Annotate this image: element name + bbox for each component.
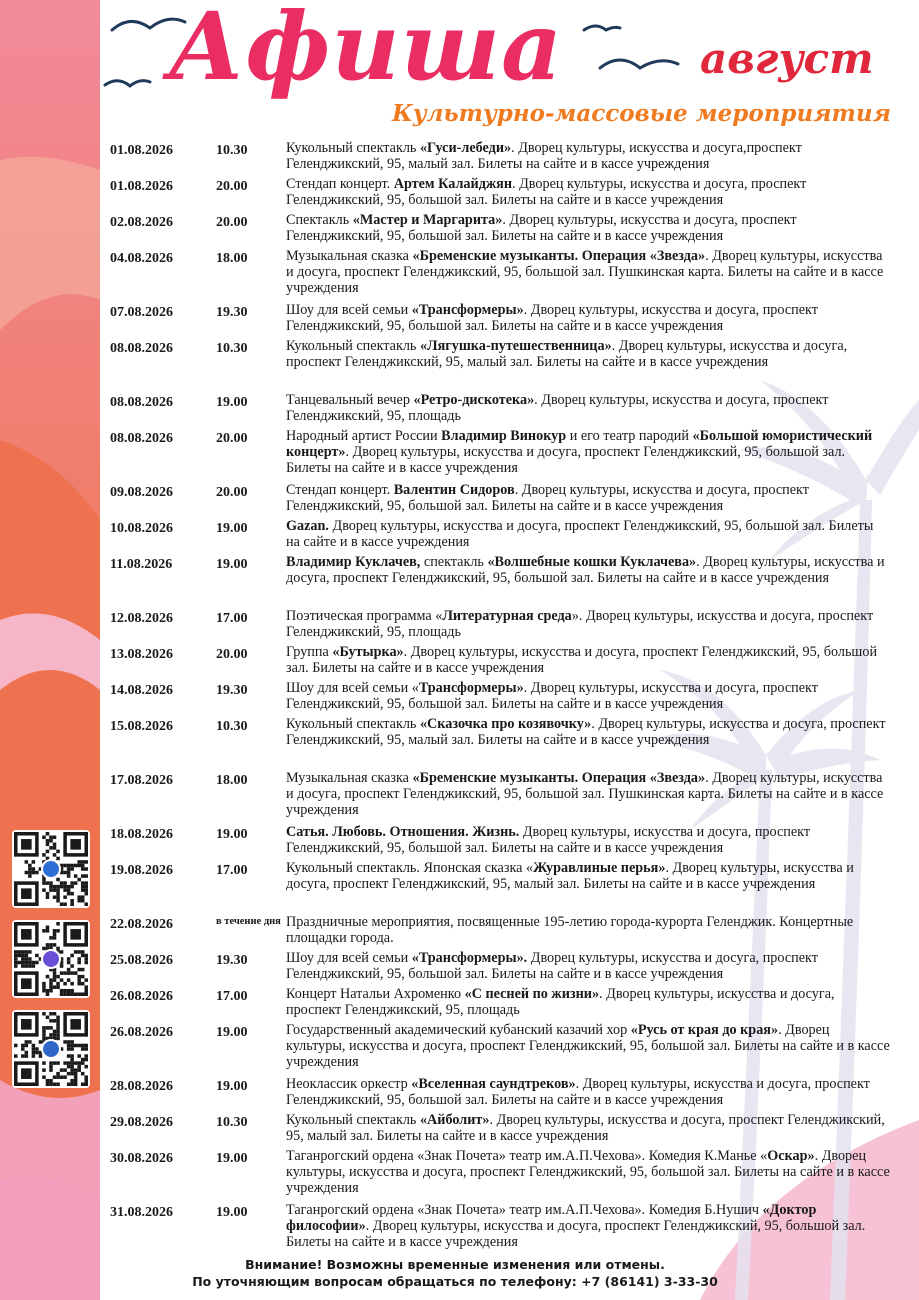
event-title: «Большой юмористический концерт» bbox=[286, 428, 873, 460]
event-text: . Дворец культуры, искусства и досуга, проспект Геленджикский, 95, малый зал. Билеты на сайте и в кассе учреждения bbox=[286, 1112, 885, 1144]
event-date: 19.08.2026 bbox=[110, 863, 173, 878]
event-text: Таганрогский ордена «Знак Почета» театр им.А.П.Чехова». Комедия К.Манье « bbox=[286, 1148, 768, 1164]
event-text: Спектакль bbox=[286, 212, 353, 228]
event-row bbox=[110, 915, 890, 951]
event-row bbox=[110, 771, 890, 825]
event-text: . Дворец культуры, искусства и досуга, проспект Геленджикский, 95, большой зал. Билеты на сайте и в кассе учреждения bbox=[286, 1076, 870, 1108]
event-text: спектакль bbox=[420, 554, 488, 570]
event-date: 13.08.2026 bbox=[110, 647, 173, 662]
poster-subtitle: Культурно-массовые мероприятия bbox=[392, 100, 891, 127]
event-time: 17.00 bbox=[216, 611, 248, 626]
event-date: 08.08.2026 bbox=[110, 341, 173, 356]
event-title: Журавлиные перья» bbox=[533, 860, 666, 876]
event-title: Артем Калайджян bbox=[393, 176, 513, 192]
event-time: 10.30 bbox=[216, 719, 248, 734]
event-text: Стендап концерт. bbox=[286, 176, 394, 192]
event-description bbox=[286, 645, 890, 677]
event-text: Дворец культуры, искусства и досуга, проспект Геленджикский, 95, большой зал. Билеты на сайте и в кассе учреждения bbox=[286, 950, 818, 982]
event-title: «Бутырка» bbox=[332, 644, 404, 660]
event-text: Поэтическая программа « bbox=[286, 608, 443, 624]
event-title: Трансформеры» bbox=[418, 680, 524, 696]
event-row bbox=[110, 483, 890, 519]
event-text: . Дворец культуры, искусства и досуга, проспект Геленджикский, 95, малый зал. Билеты на сайте и в кассе учреждения bbox=[286, 716, 886, 748]
event-title: «Доктор философии» bbox=[286, 1202, 817, 1234]
event-description bbox=[286, 519, 890, 551]
event-text: Народный артист России bbox=[286, 428, 442, 444]
event-text: . Дворец культуры, искусства и досуга, проспект Геленджикский, 95, большой зал. Билеты на сайте и в кассе учреждения bbox=[286, 554, 885, 586]
poster-title: Афиша bbox=[168, 0, 564, 102]
event-row bbox=[110, 1203, 890, 1259]
event-date: 11.08.2026 bbox=[110, 557, 173, 572]
event-time: 17.00 bbox=[216, 863, 248, 878]
event-text: Кукольный спектакль bbox=[286, 1112, 420, 1128]
event-description bbox=[286, 1113, 890, 1145]
event-description bbox=[286, 987, 890, 1019]
event-time: 17.00 bbox=[216, 989, 248, 1004]
event-row bbox=[110, 177, 890, 213]
event-date: 22.08.2026 bbox=[110, 917, 173, 932]
event-time: 10.30 bbox=[216, 143, 248, 158]
event-title: Gazan. bbox=[286, 518, 329, 534]
event-text: Дворец культуры, искусства и досуга, проспект Геленджикский, 95, большой зал. Билеты на сайте и в кассе учреждения bbox=[286, 824, 811, 856]
event-time: 18.00 bbox=[216, 773, 248, 788]
event-text: Музыкальная сказка bbox=[286, 770, 413, 786]
event-row bbox=[110, 141, 890, 177]
event-text: . Дворец культуры, искусства и досуга, проспект Геленджикский, 95, площадь bbox=[286, 986, 835, 1018]
event-time: 20.00 bbox=[216, 485, 248, 500]
event-title: Владимир Винокур bbox=[441, 428, 567, 444]
event-row bbox=[110, 555, 890, 609]
event-time: 20.00 bbox=[216, 647, 248, 662]
event-text: . Дворец культуры, искусства и досуга, проспект Геленджикский, 95, большой зал. Пушкинская карта. Билеты на сайте и в кассе учреждения bbox=[286, 248, 884, 296]
event-time: 20.00 bbox=[216, 179, 248, 194]
event-time: 19.00 bbox=[216, 1025, 248, 1040]
event-description bbox=[286, 1023, 890, 1071]
event-text: Кукольный спектакль bbox=[286, 140, 420, 156]
event-text: Таганрогский ордена «Знак Почета» театр им.А.П.Чехова». Комедия Б.Нушич bbox=[286, 1202, 763, 1218]
event-title: «Волшебные кошки Куклачева» bbox=[487, 554, 697, 570]
event-description bbox=[286, 303, 890, 335]
event-text: . Дворец культуры, искусства и досуга, проспект Геленджикский, 95, большой зал. Билеты на сайте и в кассе учреждения bbox=[286, 1217, 866, 1250]
event-row bbox=[110, 519, 890, 555]
event-text: . Дворец культуры, искусства и досуга,проспект Геленджикский, 95, малый зал. Билеты на сайте и в кассе учреждения bbox=[286, 140, 802, 172]
event-row bbox=[110, 303, 890, 339]
qr-code-max[interactable] bbox=[12, 920, 90, 998]
event-title: «Вселенная саундтреков» bbox=[411, 1076, 576, 1092]
event-description bbox=[286, 393, 890, 425]
event-text: Государственный академический кубанский казачий хор bbox=[286, 1022, 631, 1038]
event-time: 19.00 bbox=[216, 1151, 248, 1166]
event-date: 28.08.2026 bbox=[110, 1079, 173, 1094]
event-date: 14.08.2026 bbox=[110, 683, 173, 698]
event-text: Концерт Натальи Ахроменко bbox=[286, 986, 465, 1002]
event-title: Сатья. Любовь. Отношения. Жизнь. bbox=[286, 824, 520, 840]
event-description bbox=[286, 681, 890, 713]
event-title: «Ретро-дискотека» bbox=[413, 392, 535, 408]
event-text: Шоу для всей семьи « bbox=[286, 680, 419, 696]
event-description bbox=[286, 951, 890, 983]
event-row bbox=[110, 609, 890, 645]
event-date: 26.08.2026 bbox=[110, 989, 173, 1004]
event-description bbox=[286, 861, 890, 893]
qr-code-vk[interactable] bbox=[12, 830, 90, 908]
event-title: «Сказочка про козявочку» bbox=[419, 716, 592, 732]
event-date: 04.08.2026 bbox=[110, 251, 173, 266]
event-row bbox=[110, 429, 890, 483]
event-text: . Дворец культуры, искусства и досуга, проспект Геленджикский, 95, малый зал. Билеты на сайте и в кассе учреждения bbox=[286, 338, 848, 370]
month-label: август bbox=[700, 34, 874, 83]
event-text: Дворец культуры, искусства и досуга, проспект Геленджикский, 95, большой зал. Билеты на сайте и в кассе учреждения bbox=[286, 518, 874, 550]
event-row bbox=[110, 1077, 890, 1113]
event-date: 25.08.2026 bbox=[110, 953, 173, 968]
event-date: 07.08.2026 bbox=[110, 305, 173, 320]
event-time: 19.00 bbox=[216, 557, 248, 572]
event-text: . Дворец культуры, искусства и досуга, проспект Геленджикский, 95, малый зал. Билеты на сайте и в кассе учреждения bbox=[286, 860, 854, 892]
event-text: Группа bbox=[286, 644, 333, 660]
event-row bbox=[110, 393, 890, 429]
event-date: 26.08.2026 bbox=[110, 1025, 173, 1040]
event-date: 01.08.2026 bbox=[110, 143, 173, 158]
event-row bbox=[110, 1023, 890, 1077]
event-time: 19.00 bbox=[216, 521, 248, 536]
event-time: 19.00 bbox=[216, 827, 248, 842]
event-date: 18.08.2026 bbox=[110, 827, 173, 842]
event-date: 08.08.2026 bbox=[110, 395, 173, 410]
event-time: 19.00 bbox=[216, 1079, 248, 1094]
footer-warning: Внимание! Возможны временные изменения или отмены. bbox=[245, 1257, 665, 1272]
event-date: 17.08.2026 bbox=[110, 773, 173, 788]
event-row bbox=[110, 861, 890, 915]
event-time: 19.30 bbox=[216, 305, 248, 320]
event-description bbox=[286, 483, 890, 515]
event-title: «Русь от края до края» bbox=[630, 1022, 779, 1038]
event-row bbox=[110, 951, 890, 987]
event-description bbox=[286, 141, 890, 173]
event-row bbox=[110, 1113, 890, 1149]
event-text: Кукольный спектакль bbox=[286, 716, 420, 732]
vk-icon bbox=[12, 830, 90, 908]
event-date: 12.08.2026 bbox=[110, 611, 173, 626]
event-title: Оскар» bbox=[767, 1148, 815, 1164]
event-text: . Дворец культуры, искусства и досуга, проспект Геленджикский, 95, большой зал. Билеты на сайте и в кассе учреждения bbox=[286, 1148, 890, 1196]
event-description bbox=[286, 609, 890, 641]
event-time: 19.00 bbox=[216, 1205, 248, 1220]
event-text: . Дворец культуры, искусства и досуга, проспект Геленджикский, 95, большой зал. Билеты на сайте и в кассе учреждения bbox=[286, 680, 818, 712]
event-text: . Дворец культуры, искусства и досуга, проспект Геленджикский, 95, площадь bbox=[286, 392, 829, 424]
event-text: Кукольный спектакль bbox=[286, 338, 420, 354]
event-text: Стендап концерт. bbox=[286, 482, 394, 498]
event-description bbox=[286, 1149, 890, 1197]
max-icon bbox=[12, 920, 90, 998]
event-title: «Лягушка-путешественница» bbox=[419, 338, 612, 354]
event-date: 08.08.2026 bbox=[110, 431, 173, 446]
event-row bbox=[110, 249, 890, 303]
event-text: . Дворец культуры, искусства и досуга, проспект Геленджикский, 95, большой зал. Билеты на сайте и в кассе учреждения bbox=[286, 212, 797, 244]
event-title: «Бременские музыканты. Операция «Звезда» bbox=[412, 248, 706, 264]
event-description bbox=[286, 771, 890, 819]
qr-code-gosuslugi[interactable] bbox=[12, 1010, 90, 1088]
event-date: 09.08.2026 bbox=[110, 485, 173, 500]
event-date: 31.08.2026 bbox=[110, 1205, 173, 1220]
event-text: ». Дворец культуры, искусства и досуга, проспект Геленджикский, 95, площадь bbox=[286, 608, 874, 640]
event-title: «С песней по жизни» bbox=[464, 986, 600, 1002]
event-description bbox=[286, 555, 890, 587]
footer-notice bbox=[190, 1256, 720, 1290]
event-description bbox=[286, 213, 890, 245]
event-text: Кукольный спектакль. Японская сказка « bbox=[286, 860, 534, 876]
event-text: Шоу для всей семьи bbox=[286, 950, 412, 966]
event-description bbox=[286, 339, 890, 371]
event-time: 19.30 bbox=[216, 953, 248, 968]
event-row bbox=[110, 645, 890, 681]
event-text: Неоклассик оркестр bbox=[286, 1076, 412, 1092]
event-time: 19.00 bbox=[216, 395, 248, 410]
event-time: 19.30 bbox=[216, 683, 248, 698]
event-date: 15.08.2026 bbox=[110, 719, 173, 734]
event-date: 10.08.2026 bbox=[110, 521, 173, 536]
event-title: Валентин Сидоров bbox=[393, 482, 515, 498]
event-title: «Гуси-лебеди» bbox=[419, 140, 512, 156]
event-text: . Дворец культуры, искусства и досуга, проспект Геленджикский, 95, большой зал. Билеты на сайте и в кассе учреждения bbox=[286, 443, 846, 476]
event-time: 18.00 bbox=[216, 251, 248, 266]
event-title: «Трансформеры». bbox=[411, 950, 528, 966]
event-text: Танцевальный вечер bbox=[286, 392, 414, 408]
event-row bbox=[110, 681, 890, 717]
event-title: «Айболит» bbox=[419, 1112, 490, 1128]
event-row bbox=[110, 339, 890, 393]
event-time: 20.00 bbox=[216, 431, 248, 446]
event-title: Владимир Куклачев, bbox=[286, 554, 421, 570]
event-title: «Мастер и Маргарита» bbox=[352, 212, 503, 228]
footer-phone: По уточняющим вопросам обращаться по телефону: +7 (86141) 3-33-30 bbox=[192, 1274, 718, 1289]
event-text: и его театр пародий bbox=[566, 428, 693, 444]
event-text: Праздничные мероприятия, посвященные 195-летию города-курорта Геленджик. Концертные площадки города. bbox=[286, 914, 854, 946]
event-title: «Трансформеры» bbox=[411, 302, 524, 318]
event-text: . Дворец культуры, искусства и досуга, проспект Геленджикский, 95, большой зал. Билеты на сайте и в кассе учреждения bbox=[286, 1022, 890, 1070]
event-title: «Бременские музыканты. Операция «Звезда» bbox=[412, 770, 706, 786]
event-description bbox=[286, 177, 890, 209]
event-date: 29.08.2026 bbox=[110, 1115, 173, 1130]
event-row bbox=[110, 213, 890, 249]
event-description bbox=[286, 717, 890, 749]
event-row bbox=[110, 825, 890, 861]
events-list bbox=[110, 141, 890, 1259]
event-date: 01.08.2026 bbox=[110, 179, 173, 194]
event-description bbox=[286, 825, 890, 857]
event-text: . Дворец культуры, искусства и досуга, проспект Геленджикский, 95, большой зал. Билеты на сайте и в кассе учреждения bbox=[286, 644, 878, 676]
event-title: Литературная среда bbox=[442, 608, 572, 624]
event-date: 30.08.2026 bbox=[110, 1151, 173, 1166]
event-text: . Дворец культуры, искусства и досуга, проспект Геленджикский, 95, большой зал. Билеты на сайте и в кассе учреждения bbox=[286, 176, 807, 208]
gosuslugi-icon bbox=[12, 1010, 90, 1088]
event-text: Музыкальная сказка bbox=[286, 248, 413, 264]
event-description bbox=[286, 249, 890, 297]
event-description bbox=[286, 429, 890, 477]
event-text: . Дворец культуры, искусства и досуга, проспект Геленджикский, 95, большой зал. Пушкинская карта. Билеты на сайте и в кассе учреждения bbox=[286, 770, 884, 818]
event-text: Шоу для всей семьи bbox=[286, 302, 412, 318]
event-date: 02.08.2026 bbox=[110, 215, 173, 230]
event-row bbox=[110, 987, 890, 1023]
event-description bbox=[286, 915, 890, 947]
event-time: 10.30 bbox=[216, 341, 248, 356]
event-time: 20.00 bbox=[216, 215, 248, 230]
event-row bbox=[110, 1149, 890, 1203]
event-time: в течение дня bbox=[216, 916, 281, 927]
event-row bbox=[110, 717, 890, 771]
event-description bbox=[286, 1077, 890, 1109]
event-text: . Дворец культуры, искусства и досуга, проспект Геленджикский, 95, большой зал. Билеты на сайте и в кассе учреждения bbox=[286, 482, 809, 514]
event-text: . Дворец культуры, искусства и досуга, проспект Геленджикский, 95, большой зал. Билеты на сайте и в кассе учреждения bbox=[286, 302, 818, 334]
event-description bbox=[286, 1203, 890, 1251]
event-time: 10.30 bbox=[216, 1115, 248, 1130]
